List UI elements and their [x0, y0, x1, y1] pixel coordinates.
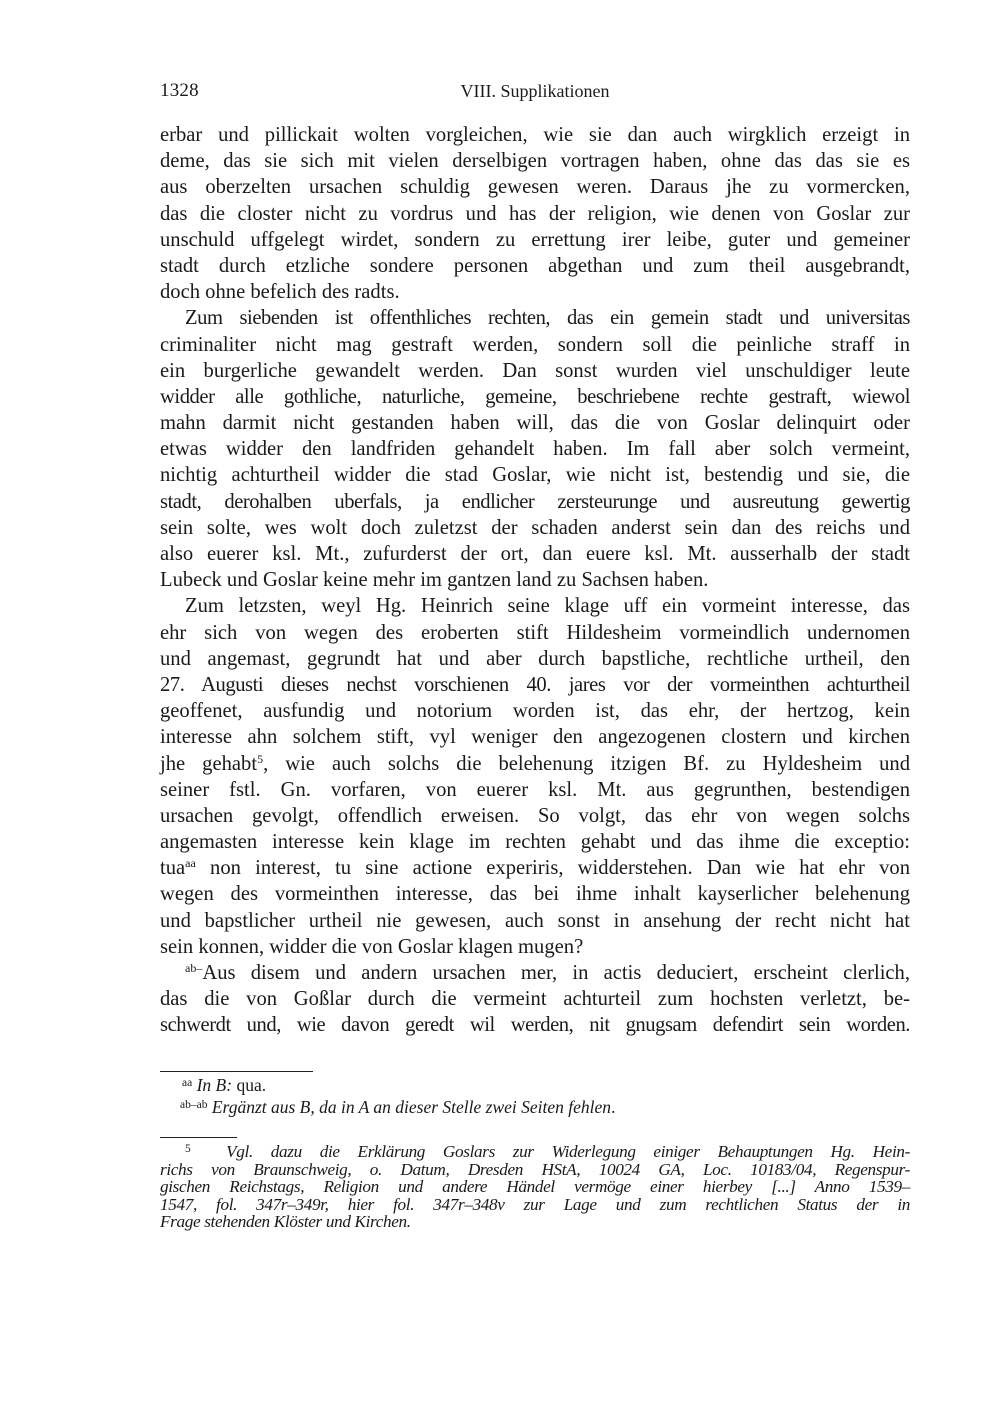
text-line: ehr sich von wegen des eroberten stift Hildesheim vormeindlich undernomen — [160, 621, 910, 644]
text-line: und bapstlicher urtheil nie gewesen, auch sonst in ansehung der recht nicht hat — [160, 909, 910, 932]
text-line: stadt durch etzliche sondere personen abgethan und zum theil ausgebrandt, — [160, 254, 910, 277]
note-text: Vgl. dazu die Erklärung Goslars zur Widerlegung einiger Behauptungen Hg. Hein- — [226, 1142, 910, 1161]
paragraph-1 — [160, 122, 910, 305]
text-line: ein burgerliche gewandelt werden. Dan sonst wurden viel unschuldiger leute — [160, 359, 910, 382]
line-segment: jhe gehabt — [160, 752, 258, 775]
text-line: sein konnen, widder die von Goslar klagen mugen? — [160, 935, 584, 958]
line-segment: Aus disem und andern ursachen mer, in actis deduciert, erscheint clerlich, — [202, 962, 910, 984]
text-line: Lubeck und Goslar keine mehr im gantzen land zu Sachsen haben. — [160, 569, 709, 592]
textual-note-ref-aa[interactable]: aa — [185, 856, 196, 871]
text-line: schwerdt und, wie davon geredt wil werden, nit gnugsam defendirt sein worden. — [160, 1014, 910, 1037]
text-line: interesse ahn solchem stift, vyl weniger den angezogenen clostern und kirchen — [160, 726, 910, 749]
text-line: Zum siebenden ist offenthliches rechten, das ein gemein stadt und universitas — [185, 307, 910, 330]
note-line: Frage stehenden Klöster und Kirchen. — [160, 1212, 411, 1232]
commentary-divider — [160, 1137, 237, 1138]
note-line: richs von Braunschweig, o. Datum, Dresden HStA, 10024 GA, Loc. 10183/04, Regenspur- — [160, 1159, 910, 1179]
text-line: doch ohne befelich des radts. — [160, 281, 400, 304]
text-line: mahn darmit nicht gestanden haben will, das die von Goslar delinquirt oder — [160, 412, 910, 435]
paragraph-4 — [160, 960, 910, 1039]
textual-note-aa — [160, 1074, 910, 1096]
note-text: qua. — [232, 1075, 267, 1095]
footnote-ref-5[interactable]: 5 — [257, 751, 264, 766]
note-text: . — [611, 1097, 616, 1117]
text-line: sein solte, wes wolt doch zuletzst der schaden anderst sein dan des reichs und — [160, 516, 910, 539]
text-line: das die closter nicht zu vordrus und has der religion, wie denen von Goslar zur — [160, 202, 910, 225]
note-italic-text: In B: — [196, 1075, 233, 1095]
note-line: 1547, fol. 347r–349r, hier fol. 347r–348v zur Lage und zum rechtlichen Status der in — [160, 1194, 910, 1214]
text-line: widder alle gothliche, naturliche, gemeine, beschriebene rechte gestraft, wiewol — [160, 385, 910, 408]
line-segment: , wie auch solchs die belehenung itzigen Bf. zu Hyldesheim und — [263, 752, 910, 775]
main-text — [160, 122, 910, 1039]
text-line: angemasten interesse kein klage im rechten gehabt und das ihme die exceptio: — [160, 831, 910, 854]
note-italic-text: Ergänzt aus B, da in A an dieser Stelle zwei Seiten fehlen — [211, 1097, 612, 1117]
text-line: deme, das sie sich mit vielen derselbigen vortragen haben, ohne das das sie es — [160, 150, 910, 173]
text-line: aus oberzelten ursachen schuldig gewesen weren. Daraus jhe zu vormercken, — [160, 176, 910, 199]
text-line: criminaliter nicht mag gestraft werden, sondern soll die peinliche straff in — [160, 333, 910, 356]
text-line: wegen des vormeinthen interesse, das bei ihme inhalt kayserlicher belehenung — [160, 883, 910, 906]
text-line: unschuld uffgelegt wirdet, sondern zu errettung irer leibe, guter und gemeiner — [160, 228, 910, 251]
text-line: und angemast, gegrundt hat und aber durch bapstliche, rechtliche urtheil, den — [160, 647, 910, 670]
paragraph-3 — [160, 593, 910, 960]
text-line: also euerer ksl. Mt., zufurderst der ort, dan euere ksl. Mt. ausserhalb der stadt — [160, 543, 910, 565]
text-line: das die von Goßlar durch die vermeint achturteil zum hochsten verletzt, be- — [160, 988, 910, 1011]
note-mark: 5 — [185, 1143, 191, 1155]
textual-note-ab — [160, 1096, 910, 1118]
line-segment: non interest, tu sine actione experiris, widderstehen. Dan wie hat ehr von — [195, 857, 910, 880]
line-segment: tua — [160, 857, 186, 880]
text-line: geoffenet, ausfundig und notorium worden ist, das ehr, der hertzog, kein — [160, 700, 910, 723]
textual-note-ref-ab[interactable]: ab– — [185, 961, 203, 975]
note-line: gischen Reichstags, Religion und andere Händel vermöge einer hierbey [...] Anno 1539– — [160, 1177, 910, 1197]
note-mark: aa — [182, 1077, 193, 1089]
text-line: stadt, derohalben uberfals, ja endlicher zersteurunge und ausreutung gewertig — [160, 490, 910, 513]
commentary-note-5 — [160, 1143, 910, 1231]
text-line: etwas widder den landfriden gehandelt haben. Im fall aber solch vermeint, — [160, 438, 910, 461]
text-line: Zum letzsten, weyl Hg. Heinrich seine klage uff ein vormeint interesse, das — [185, 595, 910, 618]
text-line — [160, 751, 910, 777]
text-line: ursachen gevolgt, offendlich erweisen. So volgt, das ehr von wegen solchs — [160, 804, 910, 827]
text-line: erbar und pillickait wolten vorgleichen, wie sie dan auch wirgklich erzeigt in — [160, 124, 910, 146]
text-line: 27. Augusti dieses nechst vorschienen 40. jares vor der vormeinthen achturtheil — [160, 673, 910, 696]
textual-notes — [160, 1074, 910, 1118]
note-line — [160, 1143, 910, 1161]
paragraph-2 — [160, 305, 910, 593]
text-line: nichtig achturtheil widder die stad Goslar, wie nicht ist, bestendig und sie, die — [160, 464, 910, 487]
text-line — [160, 855, 910, 881]
running-header — [160, 80, 910, 106]
text-line: seiner fstl. Gn. vorfaren, von euerer ksl. Mt. aus gegrunthen, bestendigen — [160, 778, 910, 801]
text-line — [160, 960, 910, 986]
section-title: VIII. Supplikationen — [460, 81, 610, 101]
footnote-divider — [160, 1071, 313, 1072]
page-number: 1328 — [160, 80, 199, 101]
note-mark: ab–ab — [180, 1099, 208, 1111]
